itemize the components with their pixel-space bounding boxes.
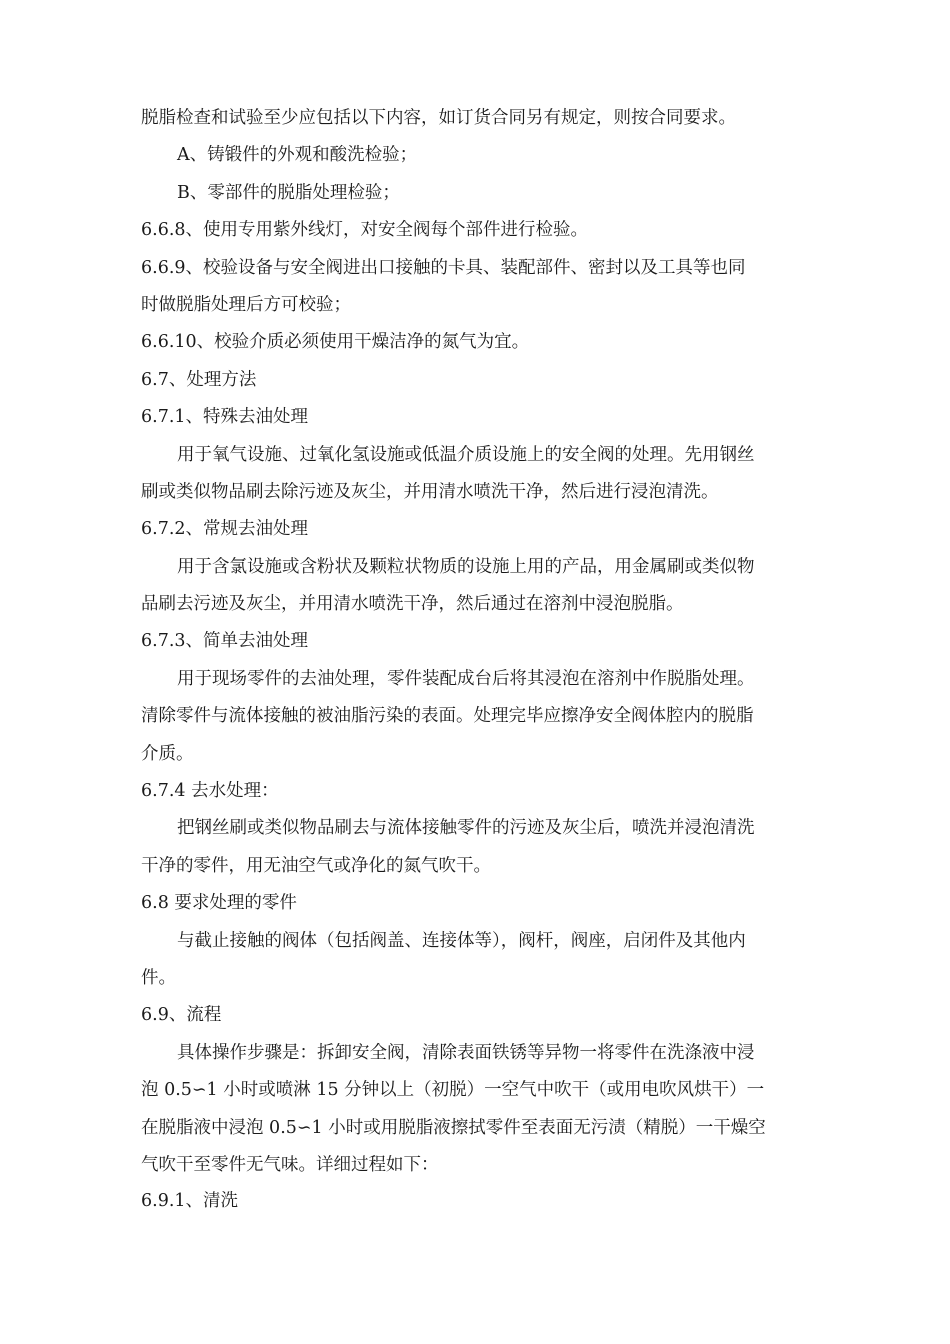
text-line-7: 6.6.10、校验介质必须使用干燥洁净的氮气为宜。: [141, 332, 530, 353]
text-line-14: 品刷去污迹及灰尘，并用清水喷洗干净，然后通过在溶剂中浸泡脱脂。: [141, 594, 684, 615]
text-line-4: 6.6.8、使用专用紫外线灯，对安全阀每个部件进行检验。: [141, 220, 589, 241]
text-line-16: 用于现场零件的去油处理，零件装配成台后将其浸泡在溶剂中作脱脂处理。: [177, 668, 755, 689]
text-line-17: 清除零件与流体接触的被油脂污染的表面。处理完毕应擦净安全阀体腔内的脱脂: [141, 706, 754, 727]
text-line-27: 泡 0.5∽1 小时或喷淋 15 分钟以上（初脱）一空气中吹干（或用电吹风烘干）一: [141, 1080, 765, 1101]
text-line-2: A、铸锻件的外观和酸洗检验；: [177, 145, 418, 166]
text-line-5: 6.6.9、校验设备与安全阀进出口接触的卡具、装配部件、密封以及工具等也同: [141, 257, 746, 278]
subsection-heading-6-7-3: 6.7.3、简单去油处理: [141, 631, 309, 652]
document-body: [141, 100, 821, 1219]
text-line-20: 把钢丝刷或类似物品刷去与流体接触零件的污迹及灰尘后，喷洗并浸泡清洗: [177, 818, 755, 839]
text-line-21: 干净的零件，用无油空气或净化的氮气吹干。: [141, 855, 491, 876]
text-line-23: 与截止接触的阀体（包括阀盖、连接体等），阀杆，阀座，启闭件及其他内: [177, 930, 746, 951]
text-line-28: 在脱脂液中浸泡 0.5∽1 小时或用脱脂液擦拭零件至表面无污渍（精脱）一干燥空: [141, 1117, 766, 1138]
text-line-10: 用于氧气设施、过氧化氢设施或低温介质设施上的安全阀的处理。先用钢丝: [177, 444, 755, 465]
subsection-heading-6-7-1: 6.7.1、特殊去油处理: [141, 407, 309, 428]
subsection-heading-6-7-4: 6.7.4 去水处理：: [141, 781, 279, 802]
text-line-18: 介质。: [141, 743, 194, 764]
section-heading-6-8: 6.8 要求处理的零件: [141, 893, 297, 914]
text-line-1: 脱脂检查和试验至少应包括以下内容，如订货合同另有规定，则按合同要求。: [141, 108, 736, 128]
text-line-29: 气吹干至零件无气味。详细过程如下：: [141, 1154, 439, 1175]
section-heading-6-9: 6.9、流程: [141, 1005, 222, 1026]
text-line-3: B、零部件的脱脂处理检验；: [177, 182, 400, 203]
text-line-13: 用于含氯设施或含粉状及颗粒状物质的设施上用的产品，用金属刷或类似物: [177, 556, 755, 577]
text-line-24: 件。: [141, 967, 176, 988]
text-line-6: 时做脱脂处理后方可校验；: [141, 294, 351, 315]
text-line-26: 具体操作步骤是：拆卸安全阀，清除表面铁锈等异物一将零件在洗涤液中浸: [177, 1042, 755, 1063]
text-line-11: 刷或类似物品刷去除污迹及灰尘，并用清水喷洗干净，然后进行浸泡清洗。: [141, 481, 719, 502]
subsection-heading-6-9-1: 6.9.1、清洗: [141, 1191, 239, 1212]
section-heading-6-7: 6.7、处理方法: [141, 369, 257, 390]
subsection-heading-6-7-2: 6.7.2、常规去油处理: [141, 519, 309, 540]
